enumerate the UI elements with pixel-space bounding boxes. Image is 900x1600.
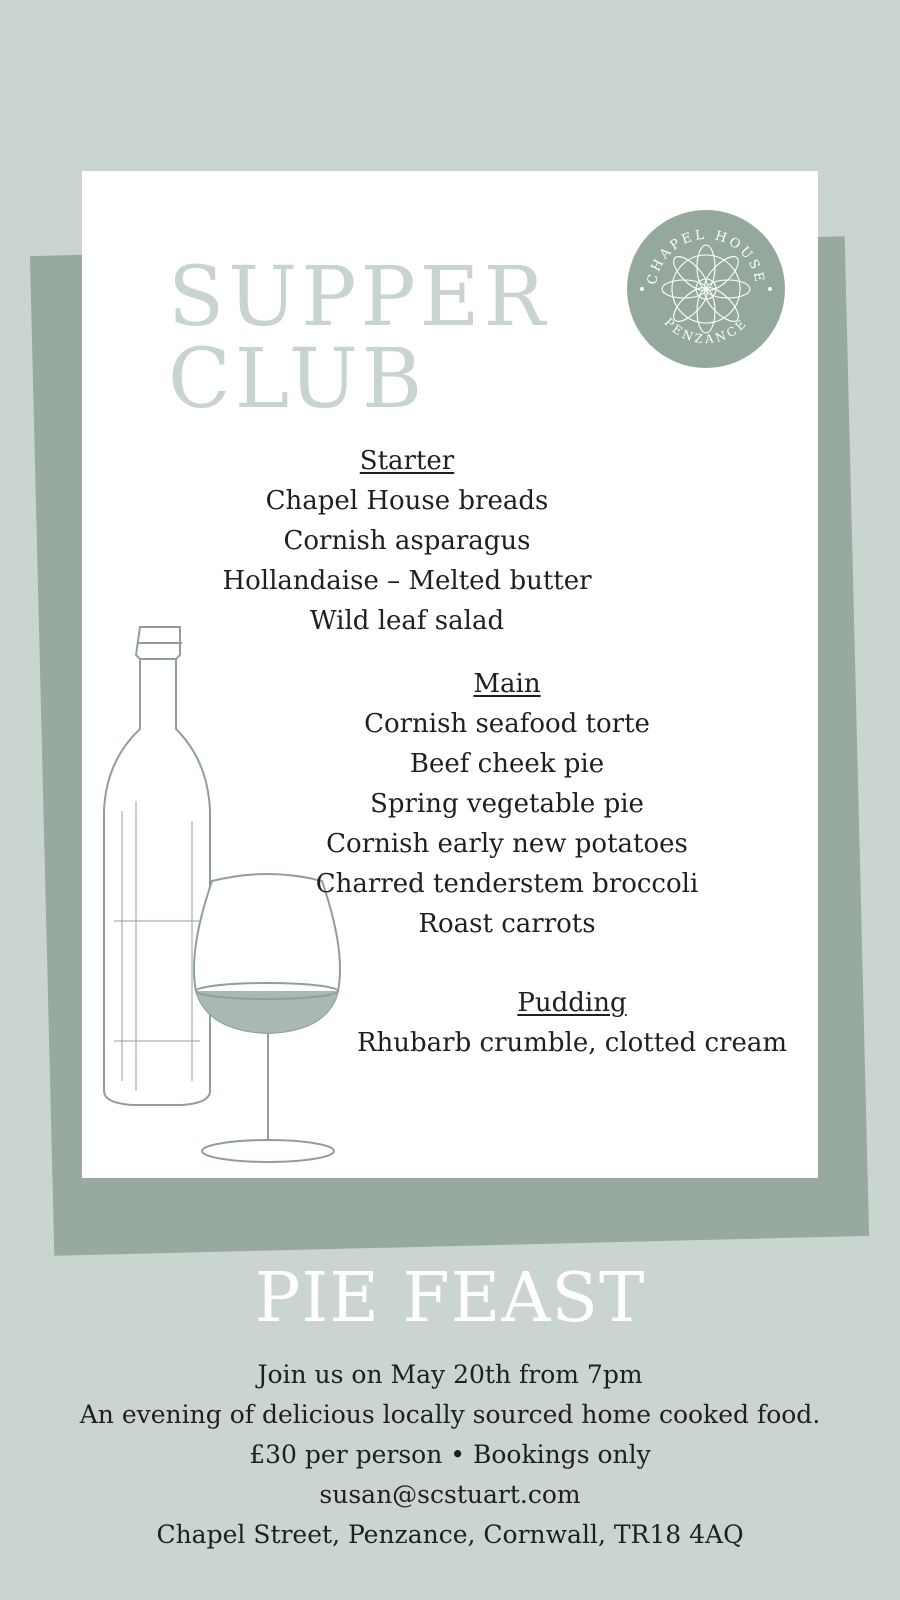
starter-heading: Starter [359,446,455,476]
venue-address: Chapel Street, Penzance, Cornwall, TR18 4AQ [156,1520,744,1549]
menu-item: Cornish early new potatoes [326,829,688,859]
event-date: Join us on May 20th from 7pm [257,1360,643,1389]
wine-bottle-icon [104,627,210,1105]
menu-item: Wild leaf salad [309,606,505,636]
menu-item: Spring vegetable pie [370,789,644,819]
menu-item: Beef cheek pie [409,749,605,779]
event-title: PIE FEAST [254,1259,646,1338]
event-details [0,1355,900,1555]
menu-item: Hollandaise – Melted butter [222,566,592,596]
pudding-section [332,983,812,1063]
logo-top-text: CHAPEL HOUSE [644,227,768,286]
starter-section [182,441,632,641]
main-section [282,664,732,944]
menu-item: Chapel House breads [265,486,549,516]
logo-bottom-text: PENZANCE [661,315,751,347]
menu-card [82,171,818,1178]
chapel-house-logo [626,209,786,369]
menu-item: Charred tenderstem broccoli [315,869,699,899]
menu-item: Cornish seafood torte [364,709,650,739]
pudding-heading: Pudding [517,988,627,1018]
menu-item: Cornish asparagus [283,526,531,556]
menu-item: Roast carrots [418,909,596,939]
title-supper: SUPPER [168,250,550,345]
main-heading: Main [473,669,541,699]
menu-item: Rhubarb crumble, clotted cream [356,1028,788,1058]
contact-email: susan@scstuart.com [319,1480,581,1509]
title-club: CLUB [168,332,427,427]
event-price: £30 per person • Bookings only [249,1440,651,1469]
event-description: An evening of delicious locally sourced home cooked food. [79,1400,821,1429]
